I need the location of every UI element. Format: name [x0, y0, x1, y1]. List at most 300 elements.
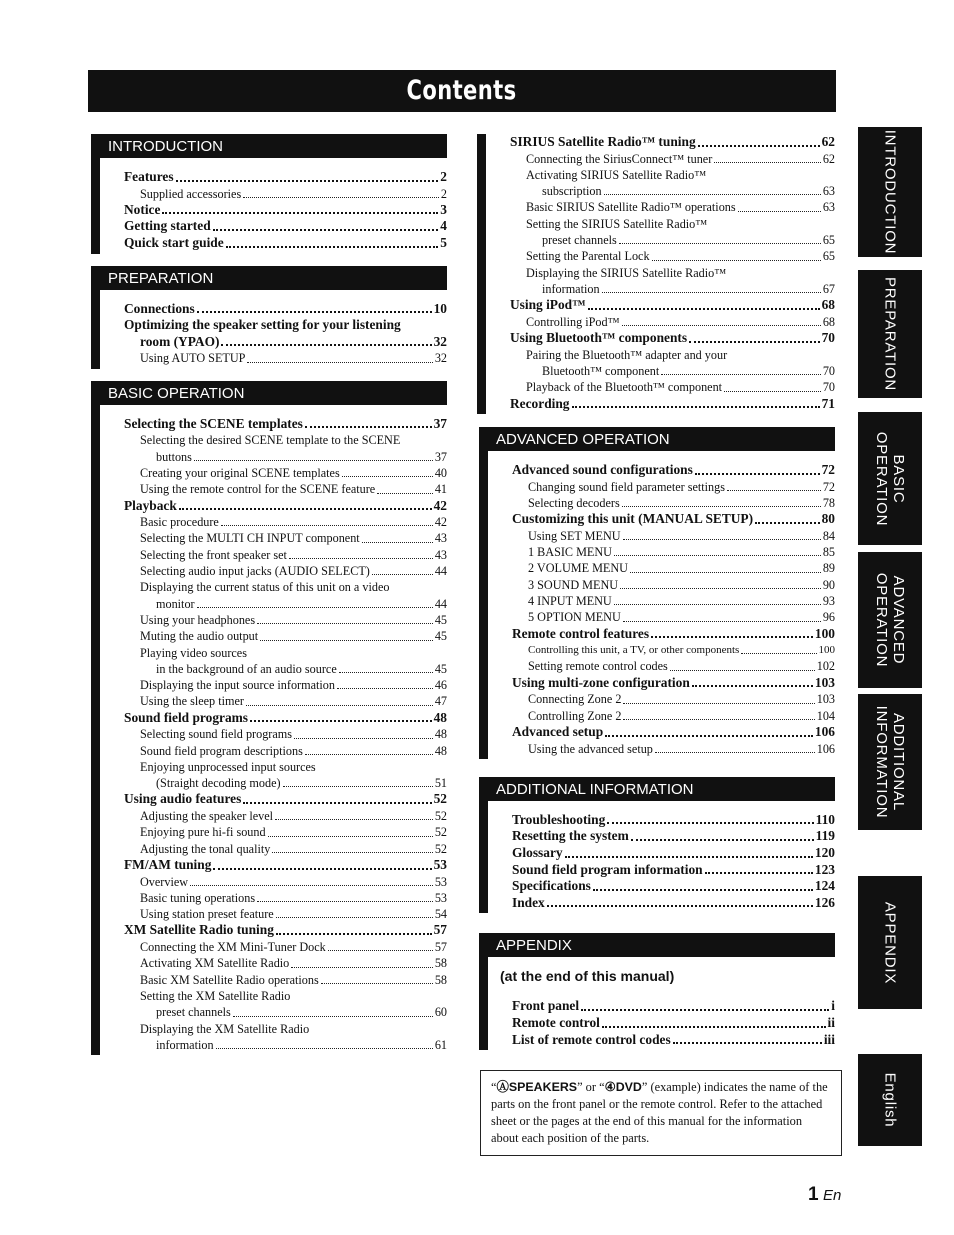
toc-entry[interactable] [124, 628, 447, 644]
toc-page-number: 48 [434, 743, 447, 758]
section-body [479, 451, 835, 759]
toc-entry[interactable] [124, 677, 447, 693]
toc-page-number: 70 [822, 380, 835, 395]
toc-entry-title: Using your headphones [140, 612, 256, 627]
toc-entry[interactable] [124, 530, 447, 546]
toc-entry-title: Sound field programs [124, 709, 249, 725]
dot-leader [328, 950, 433, 951]
toc-section [91, 266, 447, 369]
dot-leader [197, 311, 432, 313]
toc-entry-title: Controlling Zone 2 [528, 708, 622, 723]
dot-leader [294, 738, 433, 739]
toc-page-number: 104 [816, 708, 835, 723]
toc-entry[interactable] [124, 1004, 447, 1020]
toc-entry-title: Muting the audio output [140, 629, 259, 644]
toc-entry-title: FM/AM tuning [124, 856, 212, 872]
section-tab[interactable] [858, 876, 922, 1009]
toc-entry[interactable] [512, 528, 835, 544]
toc-entry-title: Creating your original SCENE templates [140, 465, 340, 480]
dot-leader [622, 325, 821, 326]
dot-leader [243, 197, 439, 198]
dot-leader [283, 786, 433, 787]
toc-page-number: 37 [433, 415, 447, 431]
toc-page-number: 106 [814, 723, 835, 739]
toc-entry[interactable] [510, 363, 835, 379]
toc-entry[interactable] [510, 379, 835, 395]
toc-entry[interactable] [512, 495, 835, 511]
dot-leader [257, 623, 433, 624]
toc-entry[interactable] [124, 874, 447, 890]
toc-entry-text: Pairing the Bluetooth™ adapter and your [526, 347, 728, 362]
toc-entry-title: Changing sound field parameter settings [528, 479, 725, 494]
toc-page-number: 70 [822, 364, 835, 379]
tab-label-line: PREPARATION [881, 276, 899, 392]
toc-page-number: 110 [815, 811, 835, 827]
section-tab[interactable] [858, 270, 922, 398]
toc-entry[interactable] [512, 895, 835, 912]
toc-page-number: 120 [814, 845, 835, 861]
dot-leader [727, 490, 821, 491]
toc-page-number: 84 [822, 528, 835, 543]
dot-leader [213, 868, 431, 870]
dot-leader [602, 1026, 826, 1028]
toc-entry[interactable] [124, 301, 447, 318]
toc-entry-text: Displaying the current status of this unit on a video [140, 580, 390, 595]
toc-entry-title: preset channels [542, 233, 617, 248]
tab-label-line: OPERATION [873, 572, 890, 668]
toc-entry-title: Advanced sound configurations [512, 462, 693, 477]
toc-page-number: iii [823, 1031, 835, 1047]
toc-entry[interactable] [124, 890, 447, 906]
toc-entry[interactable] [512, 741, 835, 757]
dot-leader [593, 889, 813, 891]
toc-entry[interactable] [124, 841, 447, 857]
dot-leader [755, 522, 820, 524]
toc-entry[interactable] [124, 202, 447, 219]
toc-page-number: 3 [440, 201, 447, 217]
dot-leader [197, 607, 433, 608]
toc-entry-title: Glossary [512, 845, 563, 861]
dot-leader [652, 260, 821, 261]
dot-leader [176, 180, 439, 182]
left-column [91, 134, 447, 1067]
dot-leader [305, 754, 433, 755]
toc-entry-title: Connecting the SiriusConnect™ tuner [526, 151, 713, 166]
toc-entry-title: Bluetooth™ component [542, 364, 660, 379]
section-heading: ADDITIONAL INFORMATION [479, 777, 835, 801]
dot-leader [194, 460, 433, 461]
toc-entry-title: 4 INPUT MENU [528, 593, 612, 608]
toc-entry-title: Using AUTO SETUP [140, 351, 246, 366]
toc-section [91, 134, 447, 254]
toc-page-number: 67 [822, 281, 835, 296]
toc-entry-title: Controlling iPod™ [526, 314, 620, 329]
toc-page-number: 119 [815, 828, 835, 844]
toc-entry[interactable] [124, 235, 447, 252]
toc-page-number: 68 [821, 297, 835, 313]
toc-entry[interactable] [512, 1015, 835, 1032]
toc-entry[interactable] [124, 186, 447, 202]
toc-entry-title: Quick start guide [124, 235, 224, 251]
toc-entry-title: Selecting the front speaker set [140, 547, 287, 562]
toc-entry[interactable] [124, 498, 447, 515]
tab-label-line: English [881, 1072, 899, 1128]
dot-leader [581, 1009, 829, 1011]
tab-label-line: APPENDIX [881, 901, 899, 984]
dot-leader [162, 212, 438, 214]
dot-leader [233, 1016, 433, 1017]
toc-page-number: 10 [433, 300, 447, 316]
toc-entry[interactable] [512, 609, 835, 625]
dot-leader [272, 852, 432, 853]
dot-leader [605, 735, 813, 737]
toc-entry-title: Basic SIRIUS Satellite Radio™ operations [526, 200, 736, 215]
toc-entry[interactable] [512, 560, 835, 576]
toc-page-number: 45 [434, 661, 447, 676]
section-body [477, 134, 835, 414]
toc-entry-title: subscription [542, 184, 602, 199]
toc-page-number: 103 [814, 674, 835, 690]
dot-leader [221, 525, 433, 526]
toc-page-number: 4 [440, 218, 447, 234]
toc-entry[interactable] [512, 812, 835, 829]
toc-entry[interactable] [124, 514, 447, 530]
toc-entry[interactable] [124, 824, 447, 840]
toc-entry[interactable] [124, 612, 447, 628]
dot-leader [623, 539, 821, 540]
toc-entry[interactable] [510, 151, 835, 167]
toc-page-number: 80 [821, 511, 835, 527]
dot-leader [705, 872, 813, 874]
toc-entry-title: Using the sleep timer [140, 694, 244, 709]
toc-entry-title: 1 BASIC MENU [528, 545, 612, 560]
dot-leader [631, 839, 814, 841]
toc-page-number: 106 [816, 741, 835, 756]
toc-entry[interactable] [510, 248, 835, 264]
toc-page-number: 78 [822, 495, 835, 510]
toc-entry-title: monitor [156, 596, 195, 611]
toc-page-number: 52 [433, 791, 447, 807]
toc-entry[interactable] [124, 218, 447, 235]
toc-entry-title: Selecting decoders [528, 495, 620, 510]
toc-entry-title: Controlling this unit, a TV, or other components [528, 644, 740, 657]
toc-entry-title: preset channels [156, 1005, 231, 1020]
toc-entry[interactable] [124, 1037, 447, 1053]
dot-leader [362, 542, 433, 543]
tab-label [882, 130, 899, 255]
toc-entry[interactable] [124, 775, 447, 791]
dot-leader [246, 705, 433, 706]
dot-leader [572, 406, 820, 408]
toc-entry-text: Playing video sources [140, 645, 247, 660]
toc-page-number: 123 [814, 861, 835, 877]
toc-entry[interactable] [510, 281, 835, 297]
toc-entry[interactable] [124, 449, 447, 465]
toc-page-number: 57 [434, 940, 447, 955]
toc-entry[interactable] [512, 577, 835, 593]
toc-entry-title: Using Bluetooth™ components [510, 330, 688, 346]
toc-page-number: 2 [440, 169, 447, 184]
dot-leader [213, 229, 439, 231]
toc-entry[interactable] [512, 878, 835, 895]
toc-entry-title: Enjoying pure hi-fi sound [140, 825, 266, 840]
toc-entry[interactable] [124, 791, 447, 808]
toc-page-number: 52 [434, 825, 447, 840]
toc-entry-title: Sound field program information [512, 861, 703, 877]
dot-leader [602, 292, 821, 293]
section-tab[interactable] [858, 552, 922, 688]
toc-entry[interactable] [124, 334, 447, 351]
dot-leader [604, 194, 821, 195]
toc-entry[interactable] [510, 183, 835, 199]
toc-entry-title: Adjusting the tonal quality [140, 841, 271, 856]
toc-entry[interactable] [512, 675, 835, 692]
tab-label-line: BASIC [890, 453, 907, 503]
section-body [91, 405, 447, 1055]
toc-entry[interactable] [512, 511, 835, 528]
section-tab[interactable] [858, 1054, 922, 1146]
section-body [479, 957, 835, 1050]
toc-entry[interactable] [510, 396, 835, 413]
toc-entry[interactable] [124, 465, 447, 481]
toc-entry-title: Connections [124, 300, 195, 316]
toc-page-number: 72 [822, 479, 835, 494]
toc-entry-title: Setting the Parental Lock [526, 249, 650, 264]
toc-entry[interactable] [512, 1032, 835, 1049]
toc-page-number: 124 [814, 878, 835, 894]
page-number: 1 En [808, 1184, 842, 1205]
tab-label-line: ADDITIONAL [890, 712, 907, 811]
toc-entry[interactable] [124, 857, 447, 874]
toc-page-number: 37 [434, 449, 447, 464]
dot-leader [698, 145, 820, 147]
dot-leader [289, 558, 433, 559]
toc-page-number: 45 [434, 629, 447, 644]
toc-page-number: 58 [434, 972, 447, 987]
right-column [479, 427, 835, 1062]
toc-entry-title: Using the remote control for the SCENE feature [140, 482, 376, 497]
toc-entry-title: List of remote control codes [512, 1031, 671, 1047]
toc-entry-text: Enjoying unprocessed input sources [140, 759, 316, 774]
dot-leader [337, 688, 433, 689]
toc-entry-title: Selecting the MULTI CH INPUT component [140, 531, 360, 546]
toc-page-number: ii [827, 1014, 835, 1030]
toc-page-number: 72 [821, 462, 835, 477]
toc-entry[interactable] [512, 626, 835, 643]
toc-entry-title: Basic tuning operations [140, 890, 256, 905]
section-tab[interactable] [858, 127, 922, 257]
notation-note: “ⒶSPEAKERS” or “④DVD” (example) indicates the name of the parts on the front panel or the remote control. Refer to the attached sheet or the pages at the end of this manual for the information about each position of the parts. [480, 1070, 842, 1156]
toc-page-number: 46 [434, 678, 447, 693]
toc-entry-title: Using iPod™ [510, 297, 586, 313]
toc-page-number: 53 [434, 874, 447, 889]
section-body [91, 290, 447, 369]
section-heading: ADVANCED OPERATION [479, 427, 835, 451]
toc-entry[interactable] [512, 862, 835, 879]
dot-leader [619, 243, 821, 244]
dot-leader [342, 476, 433, 477]
toc-entry-title: Adjusting the speaker level [140, 809, 274, 824]
toc-entry-title: Remote control [512, 1014, 600, 1030]
toc-entry[interactable] [510, 314, 835, 330]
toc-entry[interactable] [124, 661, 447, 677]
dot-leader [614, 604, 821, 605]
dot-leader [260, 640, 433, 641]
toc-entry-title: 2 VOLUME MENU [528, 561, 628, 576]
dot-leader [630, 572, 821, 573]
toc-entry[interactable] [512, 691, 835, 707]
toc-entry-title: Troubleshooting [512, 811, 606, 827]
toc-entry[interactable] [124, 416, 447, 433]
toc-section [479, 933, 835, 1050]
toc-page-number: 65 [822, 249, 835, 264]
tab-label [882, 1073, 899, 1128]
toc-entry-title: Basic XM Satellite Radio operations [140, 972, 319, 987]
toc-entry-title: Selecting audio input jacks (AUDIO SELECT) [140, 564, 370, 579]
toc-entry[interactable] [510, 232, 835, 248]
toc-page-number: 53 [433, 856, 447, 872]
toc-entry-title: Sound field program descriptions [140, 743, 303, 758]
toc-page-number: 63 [822, 200, 835, 215]
toc-entry[interactable] [124, 169, 447, 186]
toc-entry[interactable] [512, 998, 835, 1015]
dot-leader [622, 506, 821, 507]
toc-page-number: 57 [433, 922, 447, 938]
toc-page-number: 62 [821, 134, 835, 149]
toc-entry-title: Overview [140, 874, 189, 889]
toc-entry-title: Resetting the system [512, 828, 629, 844]
toc-entry-title: Basic procedure [140, 515, 219, 530]
toc-entry[interactable] [512, 845, 835, 862]
toc-entry-text: Displaying the SIRIUS Satellite Radio™ [526, 265, 727, 280]
toc-entry[interactable] [124, 743, 447, 759]
dot-leader [614, 555, 821, 556]
dot-leader [257, 901, 433, 902]
toc-entry[interactable] [124, 726, 447, 742]
dot-leader [741, 653, 816, 654]
toc-entry-text: Activating SIRIUS Satellite Radio™ [526, 167, 707, 182]
toc-entry[interactable] [512, 544, 835, 560]
toc-section [479, 427, 835, 759]
toc-entry[interactable] [124, 922, 447, 939]
dot-leader [190, 885, 433, 886]
section-heading: BASIC OPERATION [91, 381, 447, 405]
toc-entry[interactable] [124, 693, 447, 709]
toc-entry-title: (Straight decoding mode) [156, 776, 281, 791]
speakers-key: ⒶSPEAKERS [496, 1080, 578, 1094]
toc-page-number: 43 [434, 531, 447, 546]
toc-page-number: 48 [433, 709, 447, 725]
dot-leader [565, 856, 813, 858]
toc-page-number: 44 [434, 596, 447, 611]
toc-entry-title: Using audio features [124, 791, 242, 807]
toc-entry[interactable] [124, 350, 447, 366]
toc-entry-title: buttons [156, 449, 192, 464]
toc-entry-text: Displaying the XM Satellite Radio [140, 1021, 310, 1036]
toc-entry-title: Setting remote control codes [528, 659, 668, 674]
dot-leader [695, 473, 820, 475]
toc-page-number: 51 [434, 776, 447, 791]
toc-page-number: 102 [816, 659, 835, 674]
toc-entry[interactable] [512, 642, 835, 658]
toc-entry-title: Using multi-zone configuration [512, 674, 690, 690]
dot-leader [623, 719, 814, 720]
toc-entry-title: Front panel [512, 998, 580, 1014]
toc-entry-title: 5 OPTION MENU [528, 610, 621, 625]
toc-entry[interactable] [124, 596, 447, 612]
toc-entry[interactable] [124, 955, 447, 971]
toc-entry[interactable] [124, 547, 447, 563]
toc-entry-title: Playback of the Bluetooth™ component [526, 380, 723, 395]
toc-page-number: 89 [822, 561, 835, 576]
toc-page-number: 42 [433, 497, 447, 513]
toc-entry[interactable] [512, 708, 835, 724]
dot-leader [226, 246, 439, 248]
toc-entry[interactable] [124, 939, 447, 955]
toc-page-number: 93 [822, 593, 835, 608]
dvd-key: ④DVD [604, 1080, 642, 1094]
toc-entry[interactable] [512, 479, 835, 495]
toc-entry-title: room (YPAO) [140, 333, 220, 349]
toc-entry-title: Features [124, 169, 174, 184]
dot-leader [673, 1042, 822, 1044]
dot-leader [276, 933, 432, 935]
tab-label [873, 573, 907, 667]
toc-entry-title: Using station preset feature [140, 907, 274, 922]
toc-page-number: 62 [822, 151, 835, 166]
toc-entry[interactable] [510, 297, 835, 314]
toc-entry-title: Notice [124, 201, 161, 217]
toc-entry[interactable] [124, 481, 447, 497]
toc-entry[interactable] [512, 724, 835, 741]
toc-entry[interactable] [510, 134, 835, 151]
toc-entry[interactable] [124, 563, 447, 579]
toc-entry[interactable] [124, 710, 447, 727]
toc-entry-text: Setting the XM Satellite Radio [140, 988, 291, 1003]
toc-page-number: 45 [434, 612, 447, 627]
dot-leader [588, 308, 820, 310]
toc-page-number: 100 [814, 625, 835, 641]
toc-page-number: 126 [814, 894, 835, 910]
toc-entry[interactable] [512, 593, 835, 609]
toc-entry-title: information [542, 281, 600, 296]
toc-page-number: 90 [822, 577, 835, 592]
section-heading: INTRODUCTION [91, 134, 447, 158]
toc-entry[interactable] [510, 330, 835, 347]
right-column-continued [477, 134, 835, 414]
toc-entry-text: Optimizing the speaker setting for your listening [124, 317, 401, 333]
toc-entry[interactable] [510, 199, 835, 215]
toc-entry-title: Using the advanced setup [528, 741, 653, 756]
page-title: Contents [88, 70, 836, 112]
toc-entry[interactable] [124, 906, 447, 922]
toc-entry[interactable] [512, 462, 835, 479]
toc-entry[interactable] [124, 808, 447, 824]
dot-leader [291, 967, 433, 968]
dot-leader [339, 672, 433, 673]
toc-entry[interactable] [512, 828, 835, 845]
section-tab[interactable] [858, 694, 922, 830]
toc-entry[interactable] [512, 658, 835, 674]
toc-page-number: 40 [434, 465, 447, 480]
toc-entry[interactable] [124, 972, 447, 988]
toc-page-number: 65 [822, 233, 835, 248]
section-tab[interactable] [858, 412, 922, 545]
toc-entry-title: Playback [124, 497, 177, 513]
toc-entry-title: Recording [510, 395, 570, 411]
toc-page-number: 100 [818, 644, 835, 657]
toc-page-number: 96 [822, 610, 835, 625]
